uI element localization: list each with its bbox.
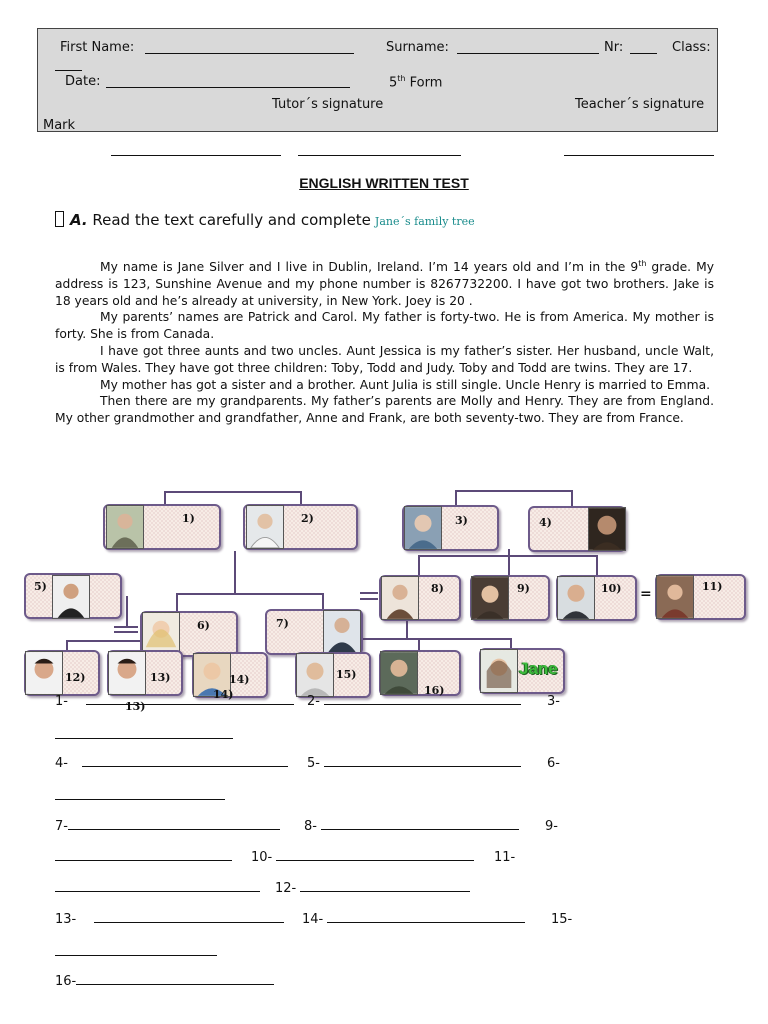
date-label: Date: [65,74,101,89]
mark-label: Mark [43,118,76,133]
first-name-label: First Name: [60,40,135,55]
test-title: ENGLISH WRITTEN TEST [299,175,469,191]
tree-line [300,491,302,505]
person-photo-icon [380,651,418,695]
person-photo-icon [557,576,595,620]
person-photo-icon [323,610,361,654]
nr-field[interactable] [630,43,657,54]
person-photo-icon [480,649,518,693]
person-photo-icon [656,575,694,619]
answer-13: 13- [55,912,284,927]
answer-3-line [55,728,233,743]
tree-line [508,555,510,575]
person-photo-icon [108,651,146,695]
student-info-box [37,28,718,132]
tutor-signature-line[interactable] [298,155,461,157]
person-photo-icon [404,506,442,550]
date-field[interactable] [106,77,350,88]
tree-line [114,631,138,633]
paragraph-1: My name is Jane Silver and I live in Dublin, Ireland. I’m 14 years old and I’m in the 9th grade. My address is 123, Sunshine Avenue and my phone number is 8267732200. I have got two brothers. Jake is 18 years old and he’s already at university, in New York. Joey is 20 . [55,259,714,308]
answer-10: 10- [251,850,474,865]
tree-label-14-shadow: 14) [213,688,234,701]
jane-label: Jane [519,659,558,678]
answer-12: 12- [275,881,470,896]
tree-line [571,490,573,506]
answer-2: 2- [307,694,521,709]
answer-9-label: 9- [545,819,558,834]
person-photo-icon [471,576,509,620]
teacher-signature-label: Teacher´s signature [575,97,705,112]
answer-4: 4- [55,756,288,771]
mark-signature-line[interactable] [111,155,281,157]
person-photo-icon [296,653,334,697]
tree-line [418,555,420,575]
paragraph-4: My mother has got a sister and a brother. Aunt Julia is still single. Uncle Henry is married to Emma. [100,377,711,392]
surname-label: Surname: [386,40,449,55]
tree-line [596,555,598,575]
answer-14: 14- [302,912,525,927]
tree-line [126,596,128,626]
answer-8: 8- [304,819,519,834]
equals-sign: = [640,586,652,602]
answer-9-line [55,850,232,865]
person-photo-icon [246,505,284,549]
tree-line [360,592,378,594]
answer-7: 7- [55,819,280,834]
paragraph-2: My parents’ names are Patrick and Carol. My father is forty-two. He is from America. My mother is forty. She is from Canada. [55,310,714,342]
tree-line [66,640,68,650]
nr-label: Nr: [604,40,624,55]
tree-line [234,551,236,593]
tree-label-13-shadow: 13) [125,700,146,713]
tutor-signature-label: Tutor´s signature [272,97,384,112]
tree-line [176,593,178,611]
tree-line [176,593,324,595]
answer-6-label: 6- [547,756,560,771]
tree-line [164,491,302,493]
person-photo-icon [25,651,63,695]
form-label: 5th Form [389,74,443,91]
first-name-field[interactable] [145,43,354,54]
tree-line [114,626,138,628]
checkbox-icon [55,211,64,227]
person-photo-icon [106,505,144,549]
class-label: Class: [672,40,711,55]
answer-11-line [55,881,260,896]
surname-field[interactable] [457,43,599,54]
tree-line [360,598,378,600]
paragraph-5: Then there are my grandparents. My father’s parents are Molly and Henry. They are from England. My other grandmother and grandfather, Anne and Frank, are both seventy-two. They are from France. [55,394,714,426]
tree-line [455,490,573,492]
answer-5: 5- [307,756,521,771]
person-photo-icon [381,576,419,620]
reading-text [55,256,714,427]
instruction-a: A. Read the text carefully and complete Jane´s family tree [55,211,475,229]
answer-16: 16- [55,974,274,989]
person-photo-icon [52,575,90,619]
answer-1: 1- [55,694,294,709]
answer-15-label: 15- [551,912,573,927]
class-field[interactable] [55,60,82,71]
teacher-signature-line[interactable] [564,155,714,157]
tree-line [164,491,166,505]
answer-11-label: 11- [494,850,516,865]
answer-15-line [55,945,217,960]
tree-line [510,638,512,648]
person-photo-icon [588,507,626,551]
answer-6-line [55,789,225,804]
paragraph-3: I have got three aunts and two uncles. Aunt Jessica is my father’s sister. Her husband, uncle Walt, is from Wales. They have got three children: Toby, Todd and Judy. Toby and Todd are twins. They are 17. [55,344,714,375]
answer-3-label: 3- [547,694,560,709]
tree-line [455,490,457,506]
